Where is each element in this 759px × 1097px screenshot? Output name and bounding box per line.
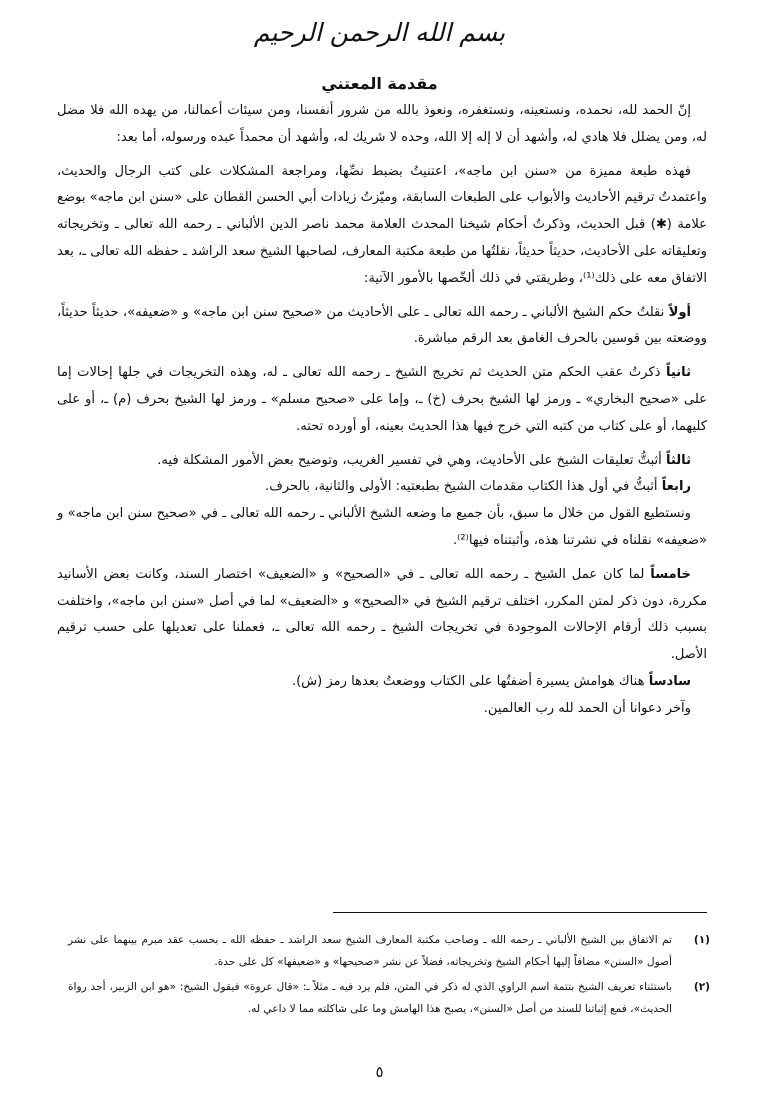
list-item-text: أثبتُّ تعليقات الشيخ على الأحاديث، وهي في تفسير الغريب، وتوضيح بعض الأمور المشكلة فيه. [157, 452, 662, 468]
item-label-fourth: رابعاً [661, 479, 691, 495]
page-number: ٥ [375, 1063, 384, 1081]
paragraph-summary: ونستطيع القول من خلال ما سبق، بأن جميع ما وضعه الشيخ الألباني ـ رحمه الله تعالى ـ في «صحيح سنن ابن ماجه» و «ضعيفه» نقلناه في نشرتنا هذه، وأثبتناه فيها⁽²⁾. [57, 506, 707, 548]
paragraph-intro: إنّ الحمد لله، نحمده، ونستعينه، ونستغفره، ونعوذ بالله من شرور أنفسنا، ومن سيئات أعمالنا، من يهده الله فلا مضل له، ومن يضلل فلا هادي له، وأشهد أن لا إله إلا الله، وحده لا شريك له، وأشهد أن محمداً عبده ورسوله، أما بعد: [57, 103, 707, 145]
footnote-number: (١) [693, 934, 710, 946]
item-label-sixth: سادساً [648, 673, 691, 689]
item-label-third: ثالثاً [665, 452, 691, 468]
paragraph-method: فهذه طبعة مميزة من «سنن ابن ماجه»، اعتنيتُ بضبط نصِّها، ومراجعة المشكلات على كتب الرجال والحديث، واعتمدتُ ترقيم الأحاديث والأبواب على الطبعات السابقة، وميّزتُ زيادات أبي الحسن القطان على «سنن ابن ماجه» بوضع علامة (✱) قبل الحديث، وذكرتُ أحكام شيخنا المحدث العلامة محمد ناصر الدين الألباني ـ رحمه الله تعالى ـ وتخريجاته وتعليقاته على الأحاديث، حديثاً حديثاً، نقلتُها من طبعة مكتبة المعارف، لصاحبها الشيخ سعد الراشد ـ حفظه الله تعالى ـ، بعد الاتفاق معه على ذلك⁽¹⁾، وطريقتي في ذلك ألخّصها بالأمور الآتية: [57, 163, 707, 286]
list-item-text: أثبتُّ في أول هذا الكتاب مقدمات الشيخ بطبعتيه: الأولى والثانية، بالحرف. [265, 479, 658, 495]
footnote-1 [68, 930, 710, 973]
list-item-text: هناك هوامش يسيرة أضفتُها على الكتاب ووضعتُ بعدها رمز (ش). [291, 673, 645, 689]
item-label-second: ثانياً [665, 365, 691, 381]
list-item-text: لما كان عمل الشيخ ـ رحمه الله تعالى ـ في «الصحيح» و «الضعيف» اختصار السند، وكانت بعض الأسانيد مكررة، دون ذكر لمتن المكرر، اختلف ترقيم الشيخ في «الصحيح» و «الضعيف» لما في أصل «سنن ابن ماجه»، واختلفت بسبب ذلك أرقام الإحالات الموجودة في تخريجات الشيخ ـ رحمه الله تعالى ـ، فعملنا على تعديلها على حسب ترقيم الأصل. [57, 566, 707, 663]
list-item-third [57, 448, 707, 475]
list-item-text: نقلتُ حكم الشيخ الألباني ـ رحمه الله تعالى ـ على الأحاديث من «صحيح سنن ابن ماجه» و «ضعيفه»، حديثاً حديثاً، ووضعته بين قوسين بالحرف الغامق بعد الرقم مباشرة. [57, 304, 707, 347]
paragraph-closing: وآخر دعوانا أن الحمد لله رب العالمين. [483, 700, 691, 716]
basmala-heading: بسم الله الرحمن الرحيم [253, 18, 506, 47]
footnote-text: تم الاتفاق بين الشيخ الألباني ـ رحمه الله ـ وصاحب مكتبة المعارف الشيخ سعد الراشد ـ حفظه الله ـ بحسب عقد مبرم بينهما على نشر أصول «السنن» مضافاً إليها أحكام الشيخ وتخريجاته، فضلاً عن نشر «صحيحها» و «ضعيفها» كل على حدة. [68, 934, 672, 968]
list-item-fourth [57, 474, 707, 501]
list-item-text: ذكرتُ عقب الحكم متن الحديث ثم تخريج الشيخ ـ رحمه الله تعالى ـ له، وهذه التخريجات في جلها إحالات إما على «صحيح البخاري» ـ ورمز لها الشيخ بحرف (خ) ـ، وإما على «صحيح مسلم» ـ ورمز لها الشيخ بحرف (م) ـ، أو على كليهما، أو على كتاب من كتبه التي خرج فيها هذا الحديث بعينه، أو أورده تحته. [57, 365, 707, 434]
list-item-second [57, 360, 707, 440]
footnote-text: باستثناء تعريف الشيخ بتتمة اسم الراوي الذي له ذكر في المتن، فلم يرد فيه ـ مثلاً ـ: «قال عروة» فيقول الشيخ: «هو ابن الزبير، أحد رواة الحديث»، فمع إثباتنا للسند من أصل «السنن»، يصبح هذا الهامش وما على شاكلته مما لا داعي له. [68, 981, 672, 1015]
item-label-first: أولاً [668, 304, 691, 320]
list-item-fifth [57, 562, 707, 669]
section-title: مقدمة المعتني [321, 74, 438, 93]
footnote-divider [333, 912, 707, 913]
list-item-sixth [57, 669, 707, 696]
footnote-2 [68, 977, 710, 1020]
footnotes [68, 930, 710, 1024]
item-label-fifth: خامساً [650, 566, 691, 582]
list-item-first [57, 300, 707, 354]
footnote-number: (٢) [693, 981, 710, 993]
body-text [57, 98, 707, 723]
